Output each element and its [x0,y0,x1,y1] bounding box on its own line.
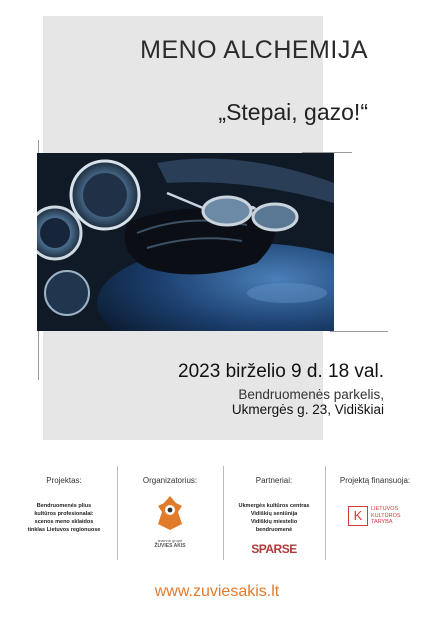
event-venue-line2: Ukmergės g. 23, Vidiškiai [231,402,384,417]
lkt-logo [348,506,401,526]
motorcycle-sunglasses-gloves-photo-icon [37,153,334,331]
sponsor-footer [14,462,424,564]
project-line: scenos meno sklaidos [34,519,94,525]
project-line: kultūros profesionalai: [34,511,94,517]
funder-heading: Projektą finansuoja: [339,476,411,485]
partner-line: Vidiškių seniūnija [250,511,298,517]
partner-line: Ukmergės kultūros centras [238,503,310,509]
partners-list [224,502,324,534]
website-link[interactable]: www.zuviesakis.lt [154,583,280,600]
lkt-line: TARYBA [371,519,393,526]
partners-heading: Partneriai: [255,476,293,485]
lkt-line: KULTŪROS [371,512,401,519]
organizer-logo-text-1: teatrinė grupė [157,538,183,543]
footer-funder-column [326,462,424,564]
partner-line: bendruomenė [255,527,293,533]
decor-line-bottom [330,331,388,332]
footer-project-column [14,462,114,564]
organizer-heading: Organizatorius: [142,476,198,485]
project-heading: Projektas: [46,476,82,485]
project-line: tinklas Lietuvos regionuose [27,527,101,533]
poster-title: MENO ALCHEMIJA [140,36,368,64]
lkt-k-icon: K [348,506,368,526]
zuvies-akis-logo [118,494,222,549]
footer-partners-column [224,462,324,564]
footer-organizer-column [118,462,222,564]
sparse-logo: SPARSE [251,542,297,556]
organizer-logo-text-2: ŽUVIES AKIS [154,543,186,549]
partner-line: Vidiškių miestelio [250,519,298,525]
lkt-line: LIETUVOS [371,506,399,513]
project-line: Bendruomenės plius [36,503,92,509]
poster-subtitle: „Stepai, gazo!“ [218,99,368,125]
fish-eye-logo-icon [156,494,184,532]
project-description [14,502,114,534]
lkt-logo-text [371,506,401,526]
event-date-time: 2023 birželio 9 d. 18 val. [178,361,384,382]
event-venue-line1: Bendruomenės parkelis, [238,387,384,402]
motorcycle-photo [37,153,334,331]
